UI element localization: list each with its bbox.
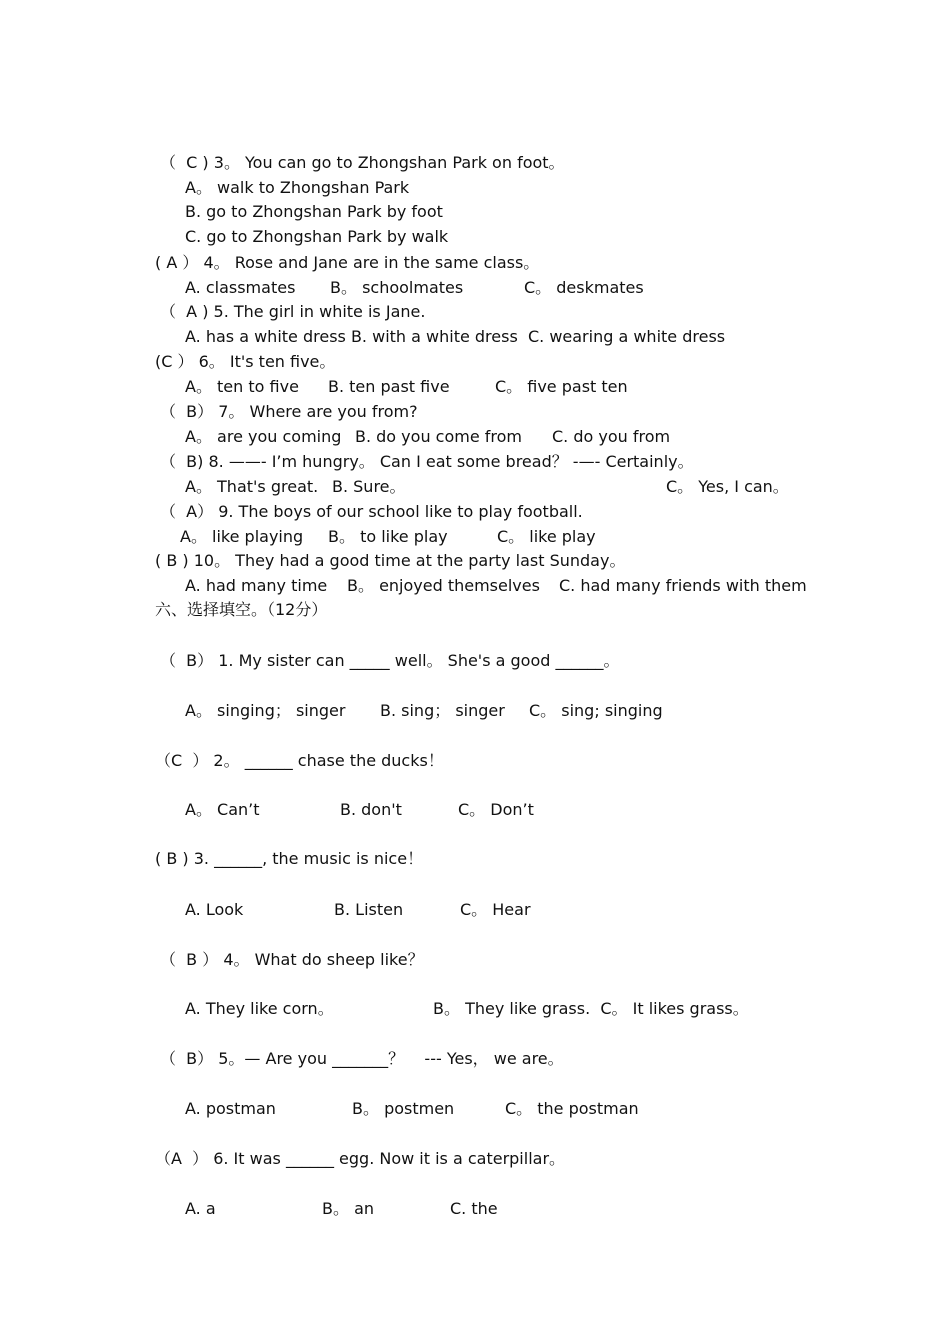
question-text: （ B） 7。 Where are you from? (160, 402, 418, 421)
option-text: B。 They like grass. C。 It likes grass。 (433, 999, 749, 1018)
option-text: C。 deskmates (524, 278, 644, 297)
question-text: A. They like corn。 (185, 999, 334, 1018)
question-text: （C ） 2。 ______ chase the ducks！ (155, 751, 444, 770)
question-text: A. postman (185, 1099, 276, 1118)
question-text: A。 are you coming (185, 427, 342, 446)
option-text: C. do you from (552, 427, 671, 446)
question-text: （ A） 9. The boys of our school like to play football. (160, 502, 583, 521)
option-text: B. Sure。 (332, 477, 406, 496)
option-text: C. had many friends with them (559, 576, 807, 595)
question-text: ( B ) 10。 They had a good time at the party last Sunday。 (155, 551, 626, 570)
option-text: B. ten past five (328, 377, 450, 396)
option-text: C。 sing; singing (529, 701, 663, 720)
question-text: ( A ） 4。 Rose and Jane are in the same class。 (155, 253, 540, 272)
question-text: B. go to Zhongshan Park by foot (185, 202, 443, 221)
question-text: A. has a white dress B. with a white dress C. wearing a white dress (185, 327, 726, 346)
question-text: A. classmates (185, 278, 296, 297)
option-text: C。 the postman (505, 1099, 639, 1118)
question-text: （ B ） 4。 What do sheep like？ (160, 950, 424, 969)
question-text: ( B ) 3. ______, the music is nice！ (155, 849, 424, 868)
option-text: B. do you come from (355, 427, 522, 446)
question-text: A。 Can’t (185, 800, 260, 819)
question-text: （ A ) 5. The girl in white is Jane. (160, 302, 426, 321)
option-text: C。 five past ten (495, 377, 628, 396)
option-text: B。 enjoyed themselves (347, 576, 540, 595)
option-text: B. sing； singer (380, 701, 505, 720)
question-text: （ B) 8. ——- I’m hungry。 Can I eat some bread？ -—- Certainly。 (160, 452, 694, 471)
option-text: B. don't (340, 800, 402, 819)
question-text: (C ） 6。 It's ten five。 (155, 352, 336, 371)
option-text: B。 to like play (328, 527, 448, 546)
option-text: C. the (450, 1199, 498, 1218)
question-text: （ B） 5。— Are you _______？ --- Yes， we are。 (160, 1049, 564, 1068)
option-text: C。 like play (497, 527, 596, 546)
question-text: A. a (185, 1199, 216, 1218)
option-text: C。 Don’t (458, 800, 534, 819)
question-text: A. had many time (185, 576, 328, 595)
option-text: C。 Yes, I can。 (666, 477, 789, 496)
option-text: C。 Hear (460, 900, 531, 919)
question-text: A. Look (185, 900, 244, 919)
question-text: A。 ten to five (185, 377, 299, 396)
option-text: B。 schoolmates (330, 278, 464, 297)
question-text: 六、选择填空。（12分） (155, 600, 328, 619)
question-text: A。 walk to Zhongshan Park (185, 178, 410, 197)
question-text: A。 That's great. (185, 477, 319, 496)
option-text: B。 an (322, 1199, 375, 1218)
question-text: （ C ) 3。 You can go to Zhongshan Park on foot。 (160, 153, 565, 172)
question-text: C. go to Zhongshan Park by walk (185, 227, 449, 246)
option-text: B. Listen (334, 900, 404, 919)
question-text: （ B） 1. My sister can _____ well。 She's a good ______。 (160, 651, 620, 670)
question-text: A。 like playing (180, 527, 304, 546)
question-text: A。 singing； singer (185, 701, 346, 720)
question-text: （A ） 6. It was ______ egg. Now it is a caterpillar。 (155, 1149, 566, 1168)
option-text: B。 postmen (352, 1099, 455, 1118)
